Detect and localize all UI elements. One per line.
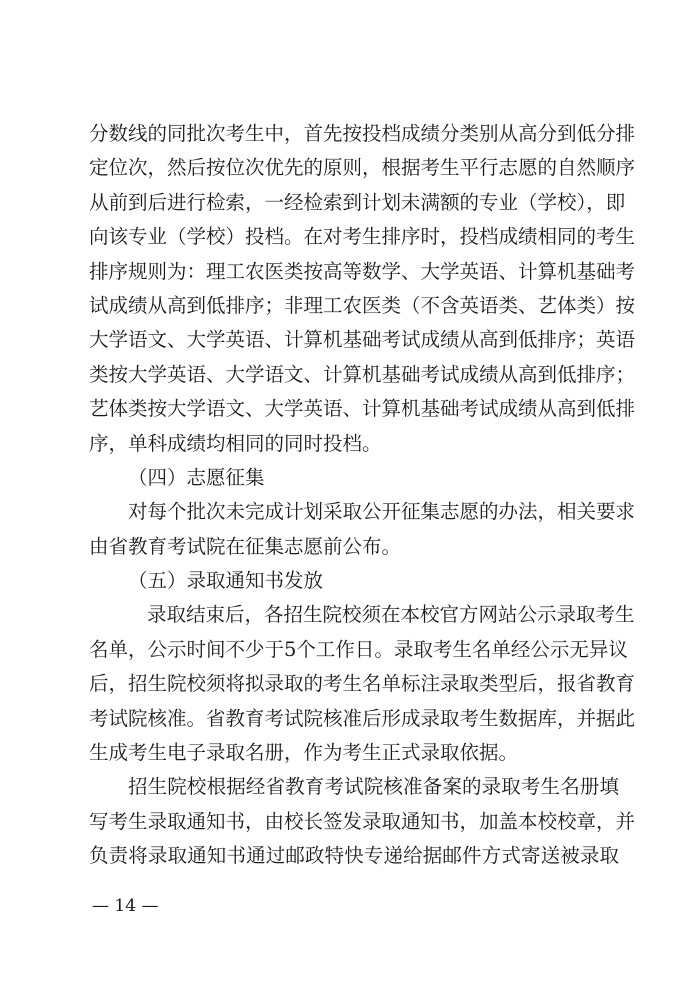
text-line: 分数线的同批次考生中，首先按投档成绩分类别从高分到低分排 bbox=[89, 122, 636, 145]
paragraph-notice-mailing bbox=[89, 770, 636, 873]
text-line: 后，招生院校须将拟录取的考生名单标注录取类型后，报省教育 bbox=[89, 672, 636, 696]
paragraph-admission-publicity bbox=[89, 598, 636, 770]
page-body bbox=[89, 117, 636, 874]
text-line: 大学语文、大学英语、计算机基础考试成绩从高到低排序；英语 bbox=[89, 328, 636, 352]
text-line: 考试院核准。省教育考试院核准后形成录取考生数据库，并据此 bbox=[89, 706, 636, 730]
text-line: 由省教育考试院在征集志愿前公布。 bbox=[89, 534, 402, 558]
text-line: 生成考生电子录取名册，作为考生正式录取依据。 bbox=[89, 741, 519, 765]
section-heading-admission-notice: （五）录取通知书发放 bbox=[128, 569, 324, 593]
text-line: 录取结束后，各招生院校须在本校官方网站公示录取考生 bbox=[147, 603, 635, 627]
text-line: 排序规则为：理工农医类按高等数学、大学英语、计算机基础考 bbox=[89, 259, 636, 283]
text-line: 定位次，然后按位次优先的原则，根据考生平行志愿的自然顺序 bbox=[89, 156, 636, 180]
text-line: 类按大学英语、大学语文、计算机基础考试成绩从高到低排序； bbox=[89, 362, 636, 386]
section-heading-volunteer-collection: （四）志愿征集 bbox=[128, 465, 265, 489]
text-line: 从前到后进行检索，一经检索到计划未满额的专业（学校），即 bbox=[89, 190, 626, 214]
text-line: 艺体类按大学语文、大学英语、计算机基础考试成绩从高到低排 bbox=[89, 397, 636, 421]
text-line: 序，单科成绩均相同的同时投档。 bbox=[89, 431, 382, 455]
paragraph-sort-rules bbox=[89, 117, 636, 461]
text-line: 对每个批次未完成计划采取公开征集志愿的办法，相关要求 bbox=[128, 500, 636, 524]
text-line: 写考生录取通知书，由校长签发录取通知书，加盖本校校章，并 bbox=[89, 809, 636, 833]
text-line: 试成绩从高到低排序；非理工农医类（不含英语类、艺体类）按 bbox=[89, 293, 636, 317]
text-line: 负责将录取通知书通过邮政特快专递给据邮件方式寄送被录取 bbox=[89, 844, 619, 868]
paragraph-volunteer-collection bbox=[89, 495, 636, 564]
text-line: 向该专业（学校）投档。在对考生排序时，投档成绩相同的考生 bbox=[89, 225, 636, 249]
page-number: — 14 — bbox=[92, 896, 159, 916]
text-line: 名单，公示时间不少于5个工作日。录取考生名单经公示无异议 bbox=[89, 637, 628, 661]
text-line: 招生院校根据经省教育考试院核准备案的录取考生名册填 bbox=[128, 775, 619, 799]
